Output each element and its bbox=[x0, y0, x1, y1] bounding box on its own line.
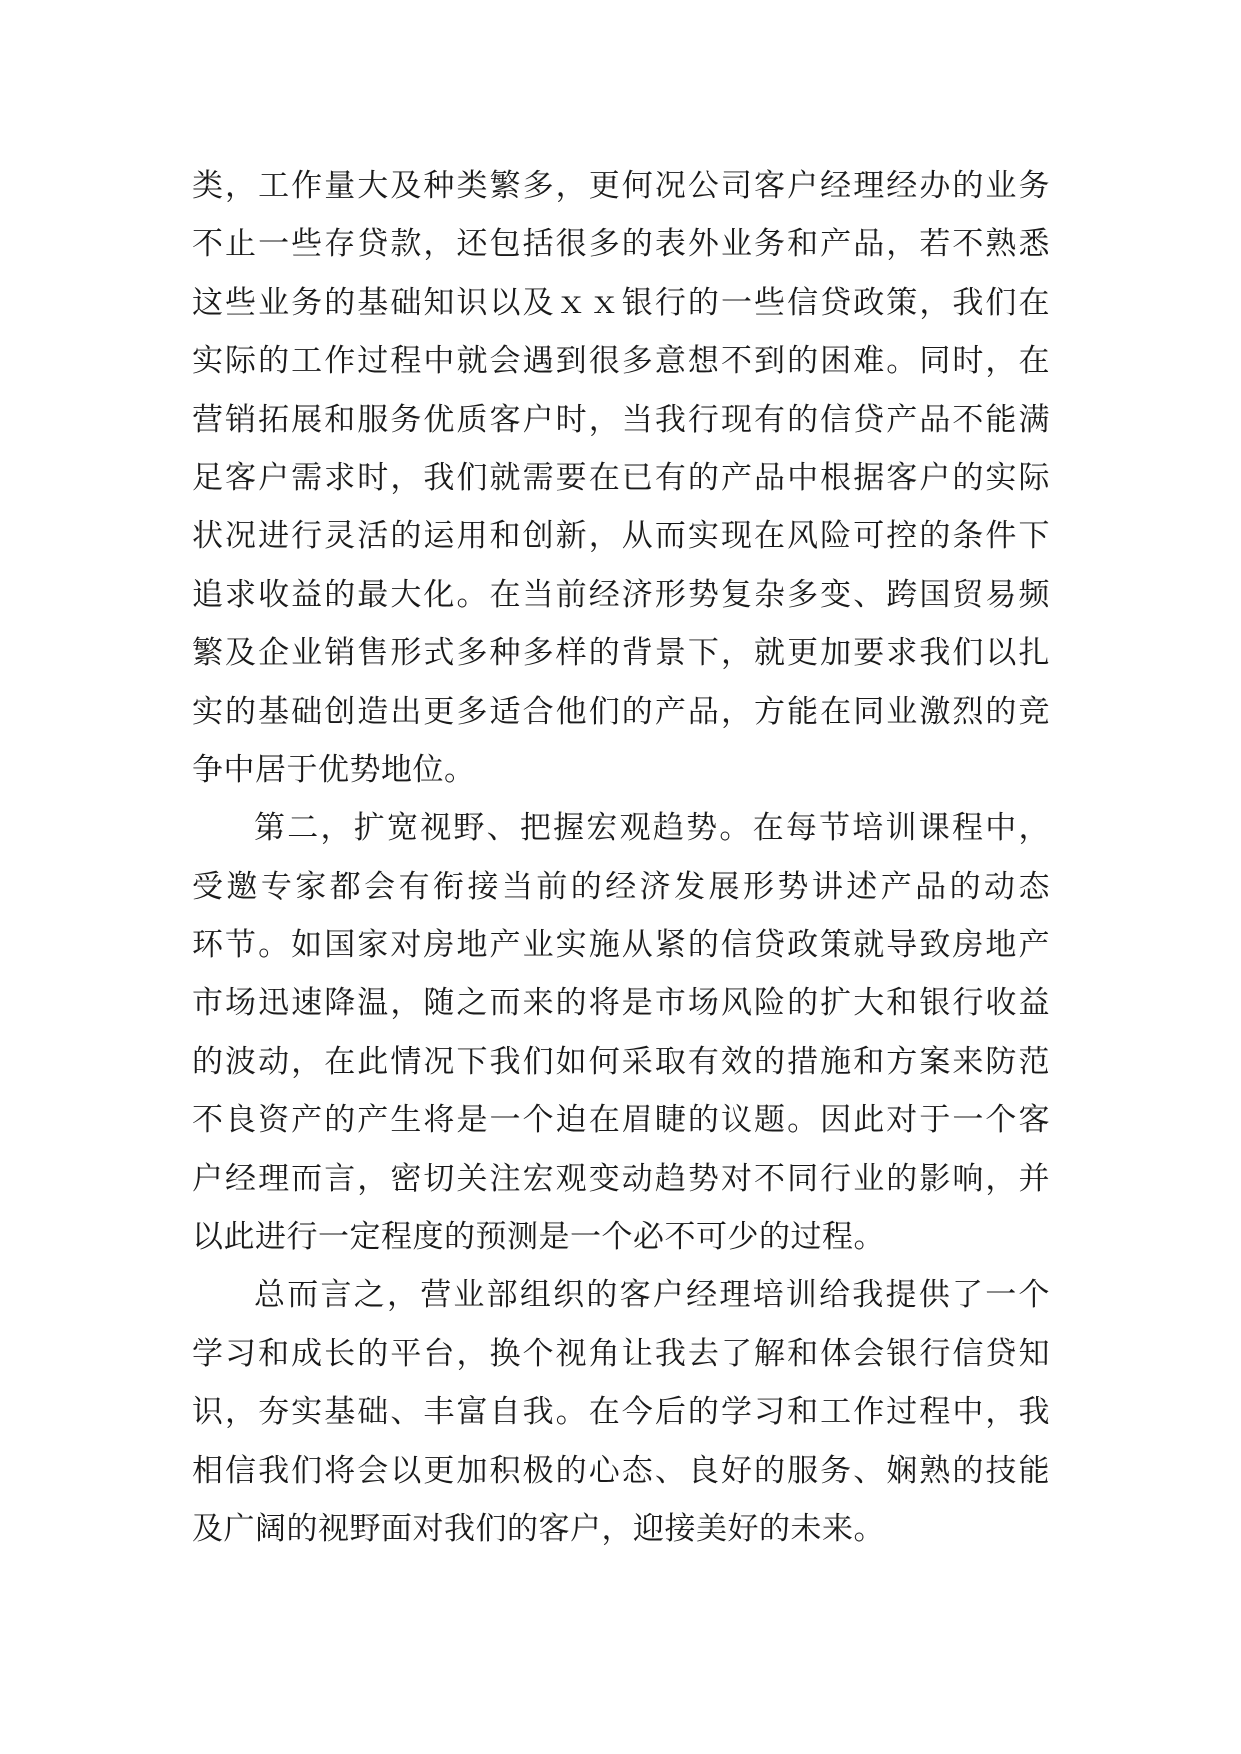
text-line: 学习和成长的平台，换个视角让我去了解和体会银行信贷知 bbox=[192, 1335, 1050, 1372]
text-line: 不良资产的产生将是一个迫在眉睫的议题。因此对于一个客 bbox=[192, 1102, 1050, 1139]
text-line: 市场迅速降温，随之而来的将是市场风险的扩大和银行收益 bbox=[192, 985, 1050, 1022]
paragraph-1 bbox=[192, 157, 1050, 799]
text-line: 争中居于优势地位。 bbox=[192, 751, 476, 788]
text-line: 以此进行一定程度的预测是一个必不可少的过程。 bbox=[192, 1219, 885, 1256]
text-line: 类，工作量大及种类繁多，更何况公司客户经理经办的业务 bbox=[192, 168, 1050, 204]
text-line: 的波动，在此情况下我们如何采取有效的措施和方案来防范 bbox=[192, 1043, 1050, 1080]
text-line: 相信我们将会以更加积极的心态、良好的服务、娴熟的技能 bbox=[192, 1452, 1050, 1489]
text-line: 总而言之，营业部组织的客户经理培训给我提供了一个 bbox=[254, 1277, 1050, 1314]
text-line: 实的基础创造出更多适合他们的产品，方能在同业激烈的竞 bbox=[192, 693, 1050, 730]
text-line: 足客户需求时，我们就需要在已有的产品中根据客户的实际 bbox=[192, 459, 1050, 496]
text-line: 繁及企业销售形式多种多样的背景下，就更加要求我们以扎 bbox=[192, 635, 1050, 672]
text-line: 不止一些存贷款，还包括很多的表外业务和产品，若不熟悉 bbox=[192, 226, 1050, 263]
text-line: 受邀专家都会有衔接当前的经济发展形势讲述产品的动态 bbox=[192, 868, 1050, 905]
text-line: 识，夯实基础、丰富自我。在今后的学习和工作过程中，我 bbox=[192, 1394, 1050, 1431]
text-line: 户经理而言，密切关注宏观变动趋势对不同行业的影响，并 bbox=[192, 1160, 1050, 1197]
text-line: 营销拓展和服务优质客户时，当我行现有的信贷产品不能满 bbox=[192, 401, 1050, 438]
text-line: 第二，扩宽视野、把握宏观趋势。在每节培训课程中， bbox=[254, 810, 1050, 847]
text-line: 实际的工作过程中就会遇到很多意想不到的困难。同时，在 bbox=[192, 343, 1050, 380]
text-line: 这些业务的基础知识以及ｘｘ银行的一些信贷政策，我们在 bbox=[192, 284, 1050, 321]
text-line: 追求收益的最大化。在当前经济形势复杂多变、跨国贸易频 bbox=[192, 576, 1050, 613]
text-line: 环节。如国家对房地产业实施从紧的信贷政策就导致房地产 bbox=[192, 927, 1050, 964]
document-body bbox=[192, 157, 1050, 1558]
text-line: 状况进行灵活的运用和创新，从而实现在风险可控的条件下 bbox=[192, 518, 1050, 555]
text-line: 及广阔的视野面对我们的客户，迎接美好的未来。 bbox=[192, 1510, 885, 1547]
paragraph-3 bbox=[192, 1266, 1050, 1558]
paragraph-2 bbox=[192, 799, 1050, 1266]
